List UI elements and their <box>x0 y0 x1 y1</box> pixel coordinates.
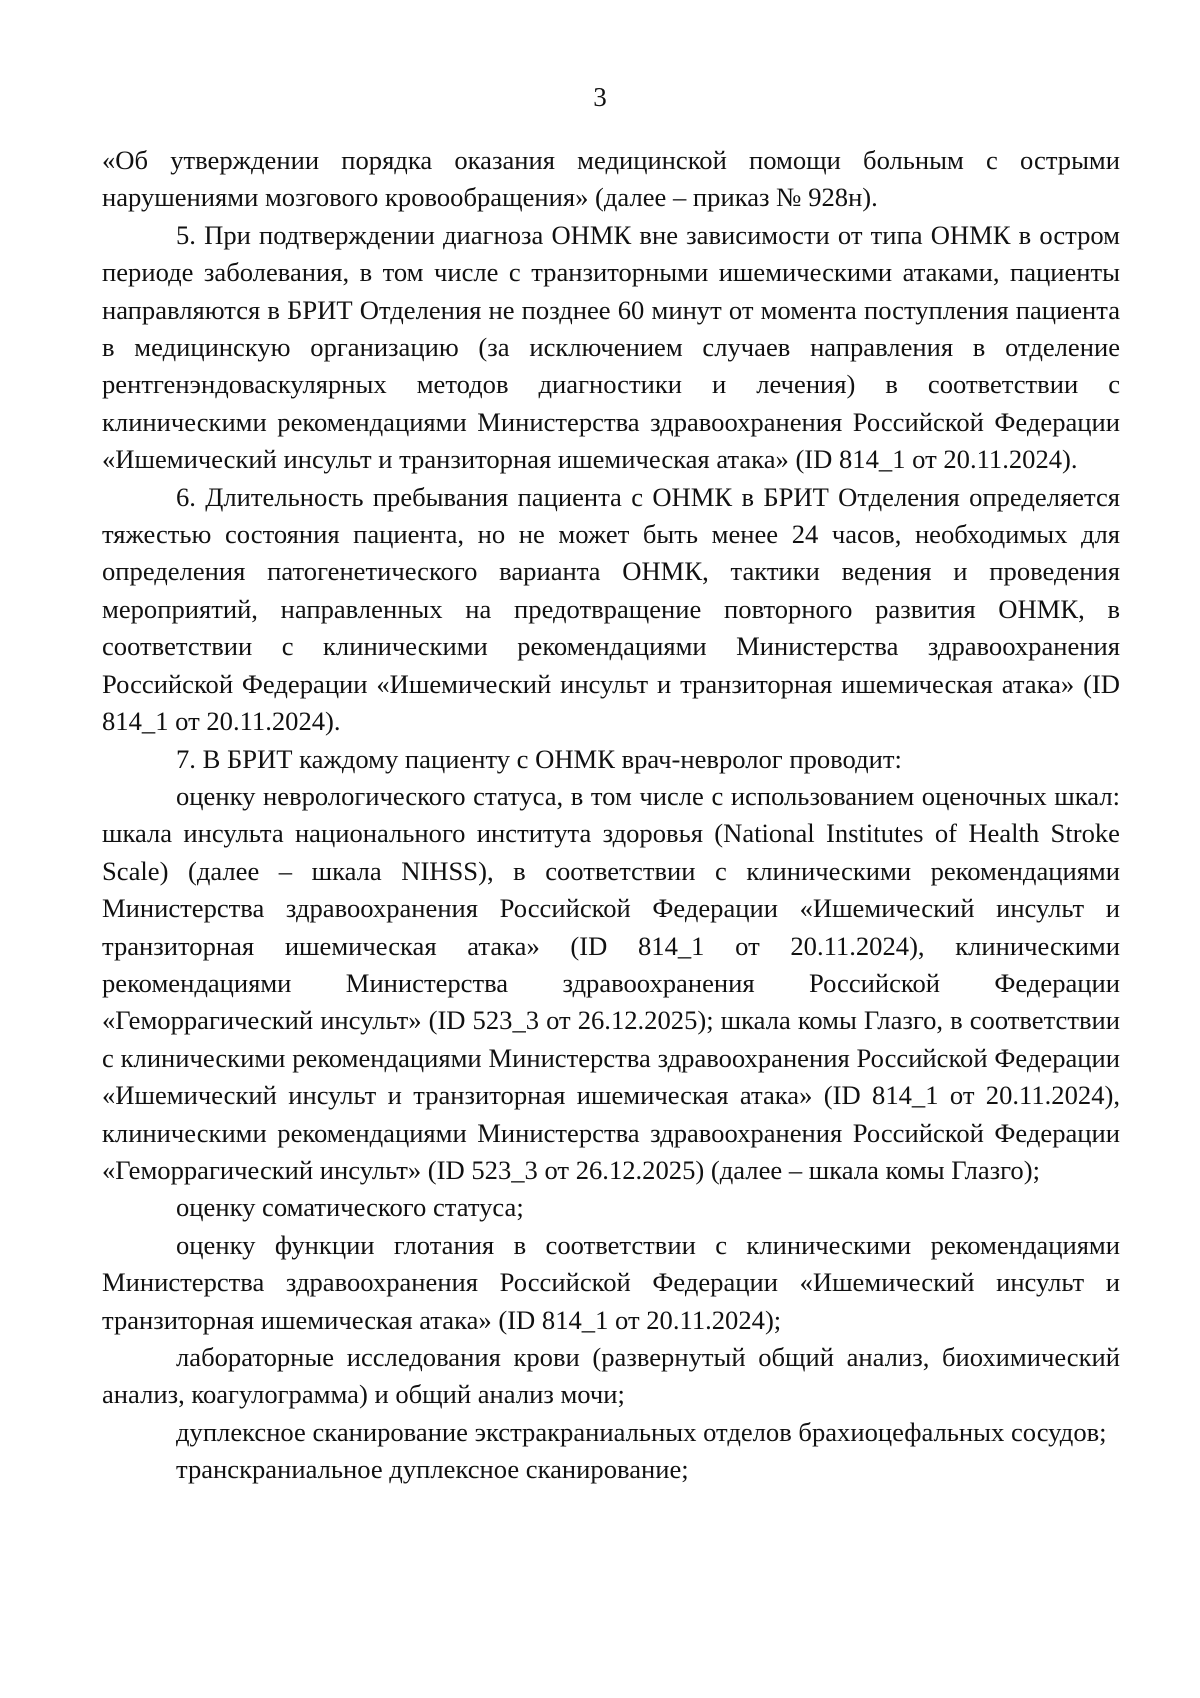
paragraph-item-5: 5. При подтверждении диагноза ОНМК вне зависимости от типа ОНМК в остром периоде заболевания, в том числе с транзиторными ишемическими атаками, пациенты направляются в БРИТ Отделения не позднее 60 минут от момента поступления пациента в медицинскую организацию (за исключением случаев направления в отделение рентгенэндоваскулярных методов диагностики и лечения) в соответствии с клиническими рекомендациями Министерства здравоохранения Российской Федерации «Ишемический инсульт и транзиторная ишемическая атака» (ID 814_1 от 20.11.2024). <box>102 219 1120 475</box>
list-item-neuro-status: оценку неврологического статуса, в том числе с использованием оценочных шкал: шкала инсульта национального института здоровья (National Institutes of Health Stroke Scale) (далее – шкала NIHSS), в соответствии с клиническими рекомендациями Министерства здравоохранения Российской Федерации «Ишемический инсульт и транзиторная ишемическая атака» (ID 814_1 от 20.11.2024), клиническими рекомендациями Министерства здравоохранения Российской Федерации «Геморрагический инсульт» (ID 523_3 от 26.12.2025); шкала комы Глазго, в соответствии с клиническими рекомендациями Министерства здравоохранения Российской Федерации «Ишемический инсульт и транзиторная ишемическая атака» (ID 814_1 от 20.11.2024), клиническими рекомендациями Министерства здравоохранения Российской Федерации «Геморрагический инсульт» (ID 523_3 от 26.12.2025) (далее – шкала комы Глазго); <box>102 780 1120 1185</box>
list-item-lab-tests: лабораторные исследования крови (развернутый общий анализ, биохимический анализ, коагулограмма) и общий анализ мочи; <box>102 1342 1120 1410</box>
document-body <box>102 142 1120 1489</box>
paragraph-intro-continuation: «Об утверждении порядка оказания медицинской помощи больным с острыми нарушениями мозгового кровообращения» (далее – приказ № 928н). <box>102 145 1120 213</box>
list-item-transcranial-duplex: транскраниальное дуплексное сканирование; <box>176 1454 689 1485</box>
paragraph-item-6: 6. Длительность пребывания пациента с ОНМК в БРИТ Отделения определяется тяжестью состояния пациента, но не может быть менее 24 часов, необходимых для определения патогенетического варианта ОНМК, тактики ведения и проведения мероприятий, направленных на предотвращение повторного развития ОНМК, в соответствии с клиническими рекомендациями Министерства здравоохранения Российской Федерации «Ишемический инсульт и транзиторная ишемическая атака» (ID 814_1 от 20.11.2024). <box>102 481 1120 737</box>
page-number: 3 <box>593 82 607 112</box>
list-item-swallowing: оценку функции глотания в соответствии с клиническими рекомендациями Министерства здравоохранения Российской Федерации «Ишемический инсульт и транзиторная ишемическая атака» (ID 814_1 от 20.11.2024); <box>102 1229 1120 1335</box>
list-item-somatic-status: оценку соматического статуса; <box>176 1192 524 1223</box>
list-item-duplex-extracranial: дуплексное сканирование экстракраниальных отделов брахиоцефальных сосудов; <box>176 1416 1107 1447</box>
paragraph-item-7: 7. В БРИТ каждому пациенту с ОНМК врач-невролог проводит: <box>176 743 902 774</box>
